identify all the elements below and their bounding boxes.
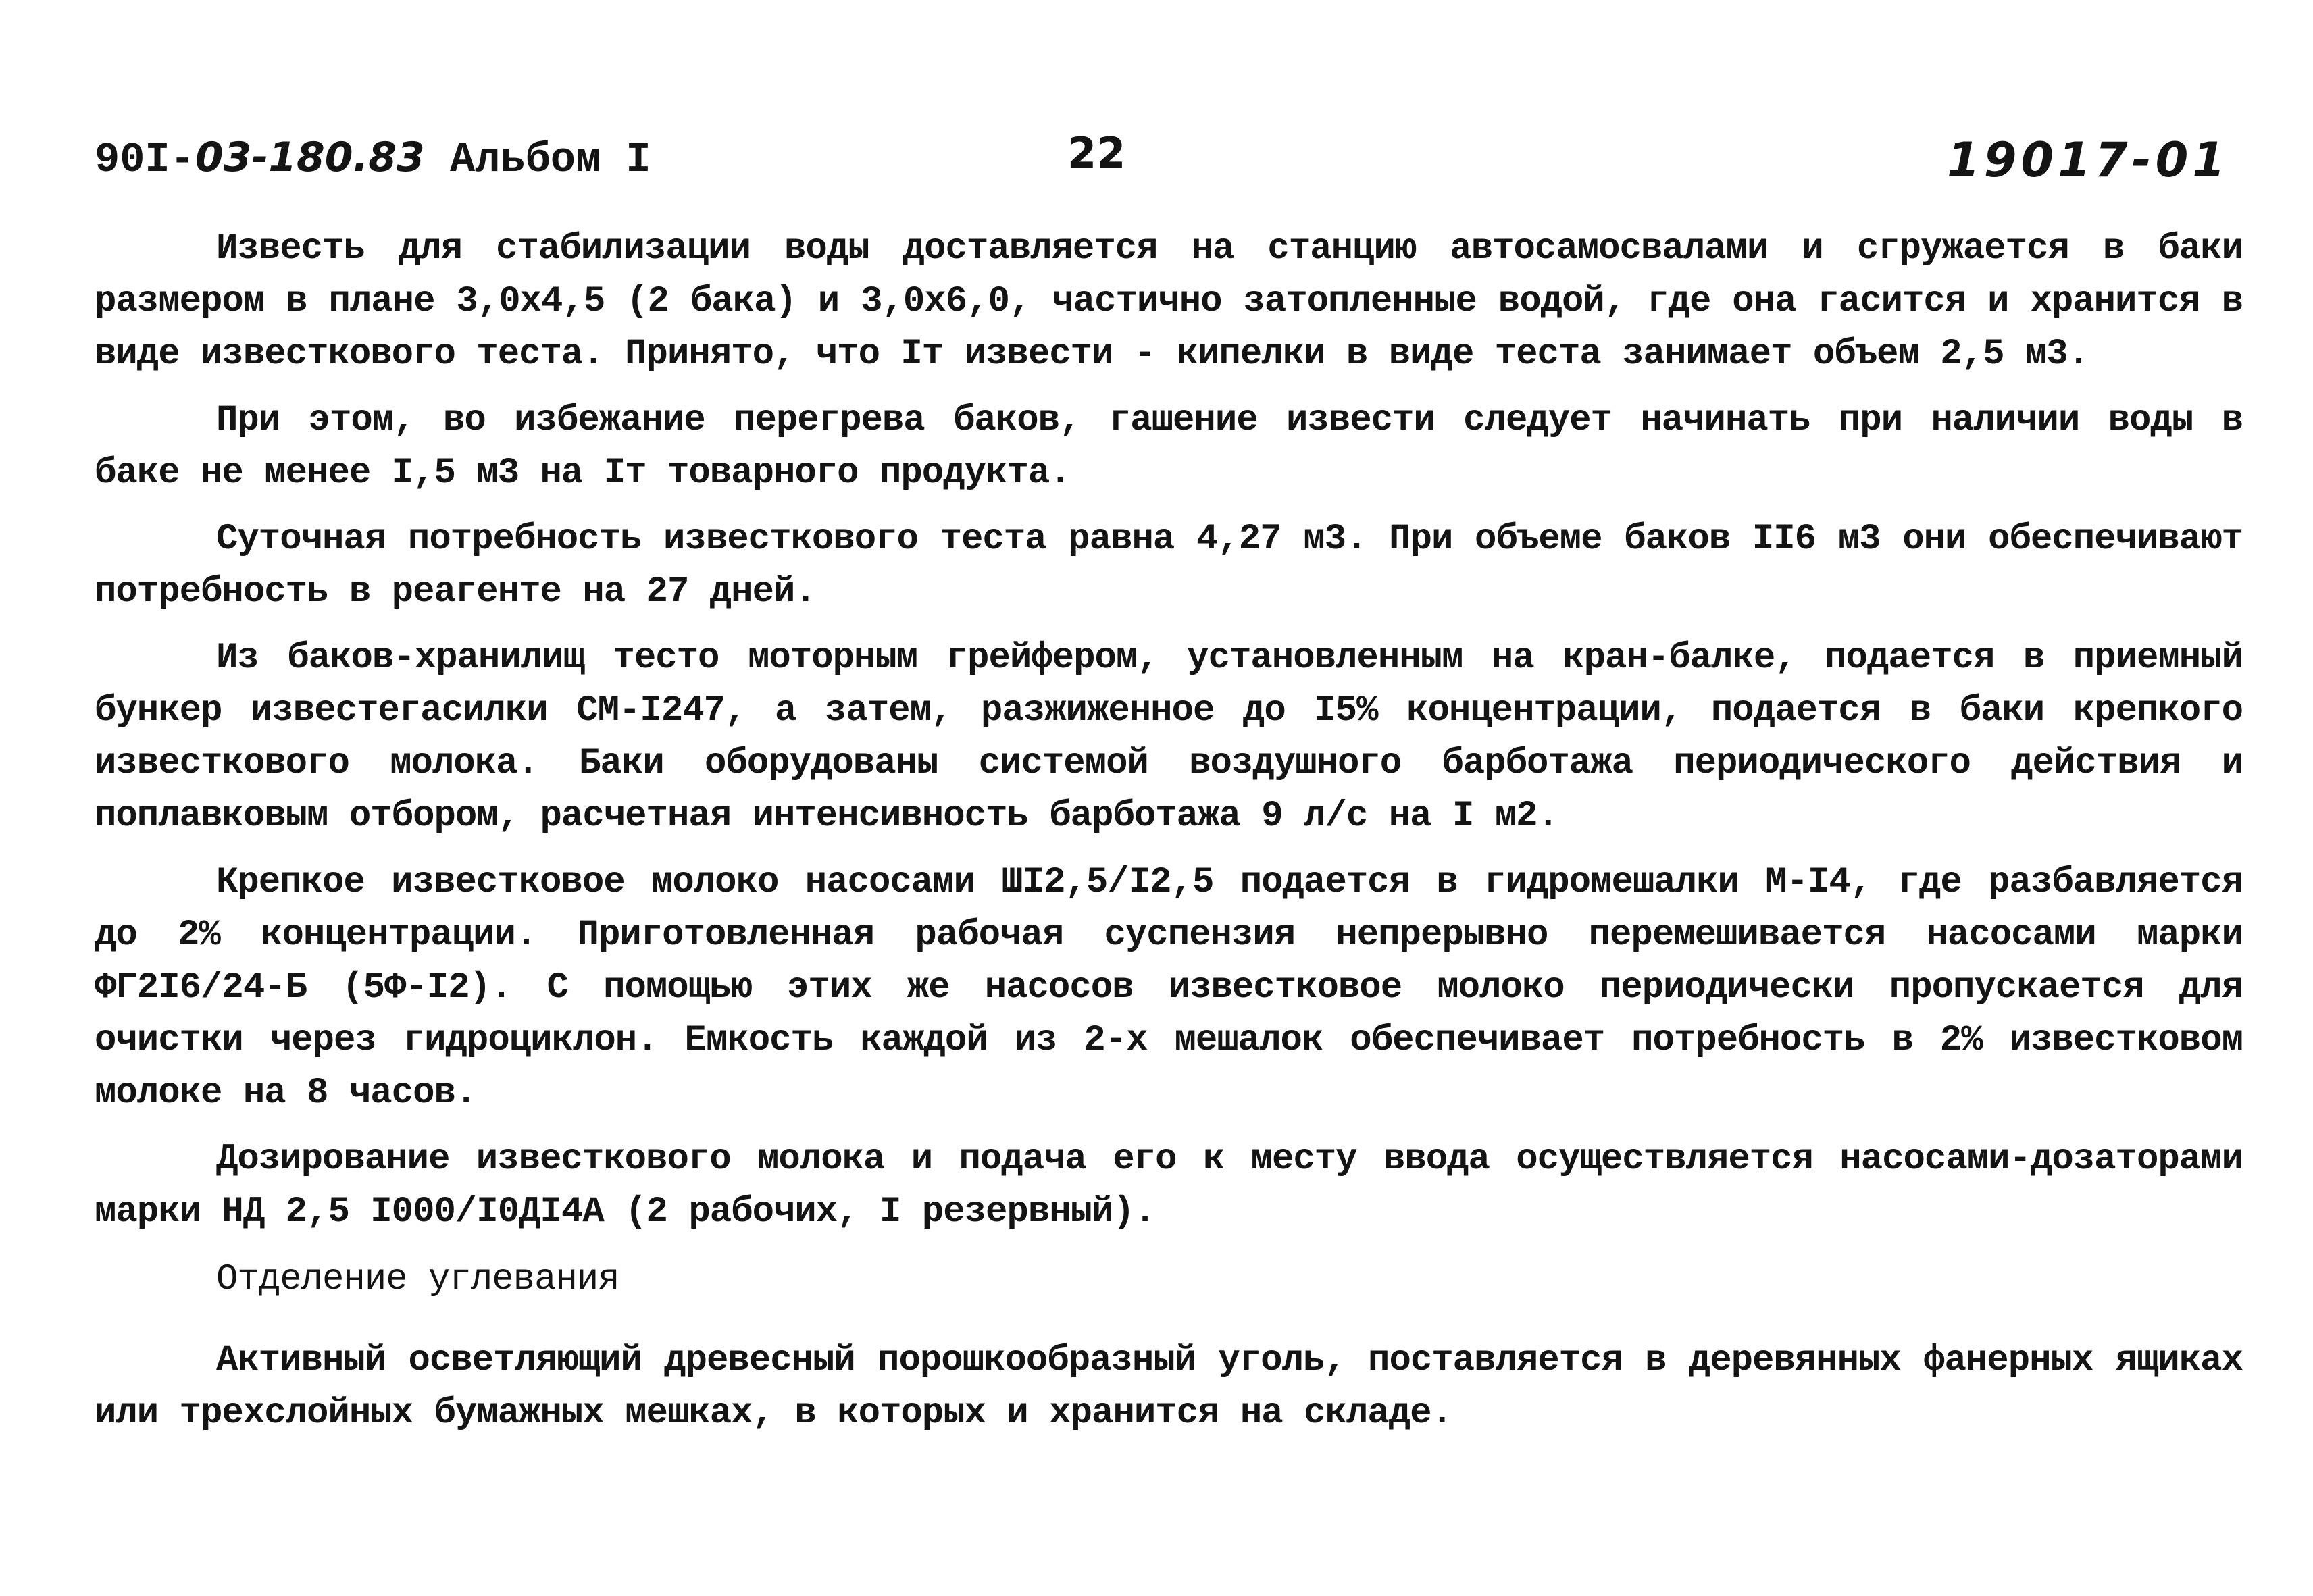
paragraph-activated-carbon: Активный осветляющий древесный порошкообразный уголь, поставляется в деревянных фанерных ящиках или трехслойных бумажных мешках, в которых и хранится на складе. — [95, 1340, 2243, 1434]
doc-code-handwritten: 03-180.83 — [195, 134, 425, 181]
page-header — [95, 122, 2229, 196]
paragraph-dosing: Дозирование известкового молока и подача его к месту ввода осуществляется насосами-дозаторами марки НД 2,5 I000/I0ДI4А (2 рабочих, I резервный). — [95, 1139, 2243, 1233]
doc-code-prefix: 90I- — [95, 136, 195, 184]
page-number: 22 — [1067, 128, 1126, 178]
paragraph-lime-delivery: Известь для стабилизации воды доставляется на станцию автосамосвалами и сгружается в баки размером в плане 3,0х4,5 (2 бака) и 3,0х6,0, частично затопленные водой, где она гасится и хранится в виде известкового теста. Принято, что Iт извести - кипелки в виде теста занимает объем 2,5 м3. — [95, 228, 2243, 375]
document-code — [95, 134, 651, 184]
paragraph-daily-demand: Суточная потребность известкового теста равна 4,27 м3. При объеме баков II6 м3 они обеспечивают потребность в реагенте на 27 дней. — [95, 519, 2243, 613]
section-heading: Отделение углевания — [216, 1259, 619, 1300]
paragraph-lime-paste-transfer: Из баков-хранилищ тесто моторным грейфером, установленным на кран-балке, подается в приемный бункер известегасилки СМ-I247, а затем, разжиженное до I5% концентрации, подается в баки крепкого известкового молока. Баки оборудованы системой воздушного барботажа периодического действия и поплавковым отбором, расчетная интенсивность барботажа 9 л/с на I м2. — [95, 638, 2243, 837]
document-body — [95, 223, 2243, 1453]
paragraph-lime-milk-dilution: Крепкое известковое молоко насосами ШI2,5/I2,5 подается в гидромешалки М-I4, где разбавляется до 2% концентрации. Приготовленная рабочая суспензия непрерывно перемешивается насосами марки ФГ2I6/24-Б (5Ф-I2). С помощью этих же насосов известковое молоко периодически пропускается для очистки через гидроциклон. Емкость каждой из 2-х мешалок обеспечивает потребность в 2% известковом молоке на 8 часов. — [95, 862, 2243, 1114]
album-label: Альбом I — [449, 136, 651, 184]
paragraph-slaking-condition: При этом, во избежание перегрева баков, гашение извести следует начинать при наличии воды в баке не менее I,5 м3 на Iт товарного продукта. — [95, 400, 2243, 494]
archive-number: 19017-01 — [1947, 132, 2229, 188]
